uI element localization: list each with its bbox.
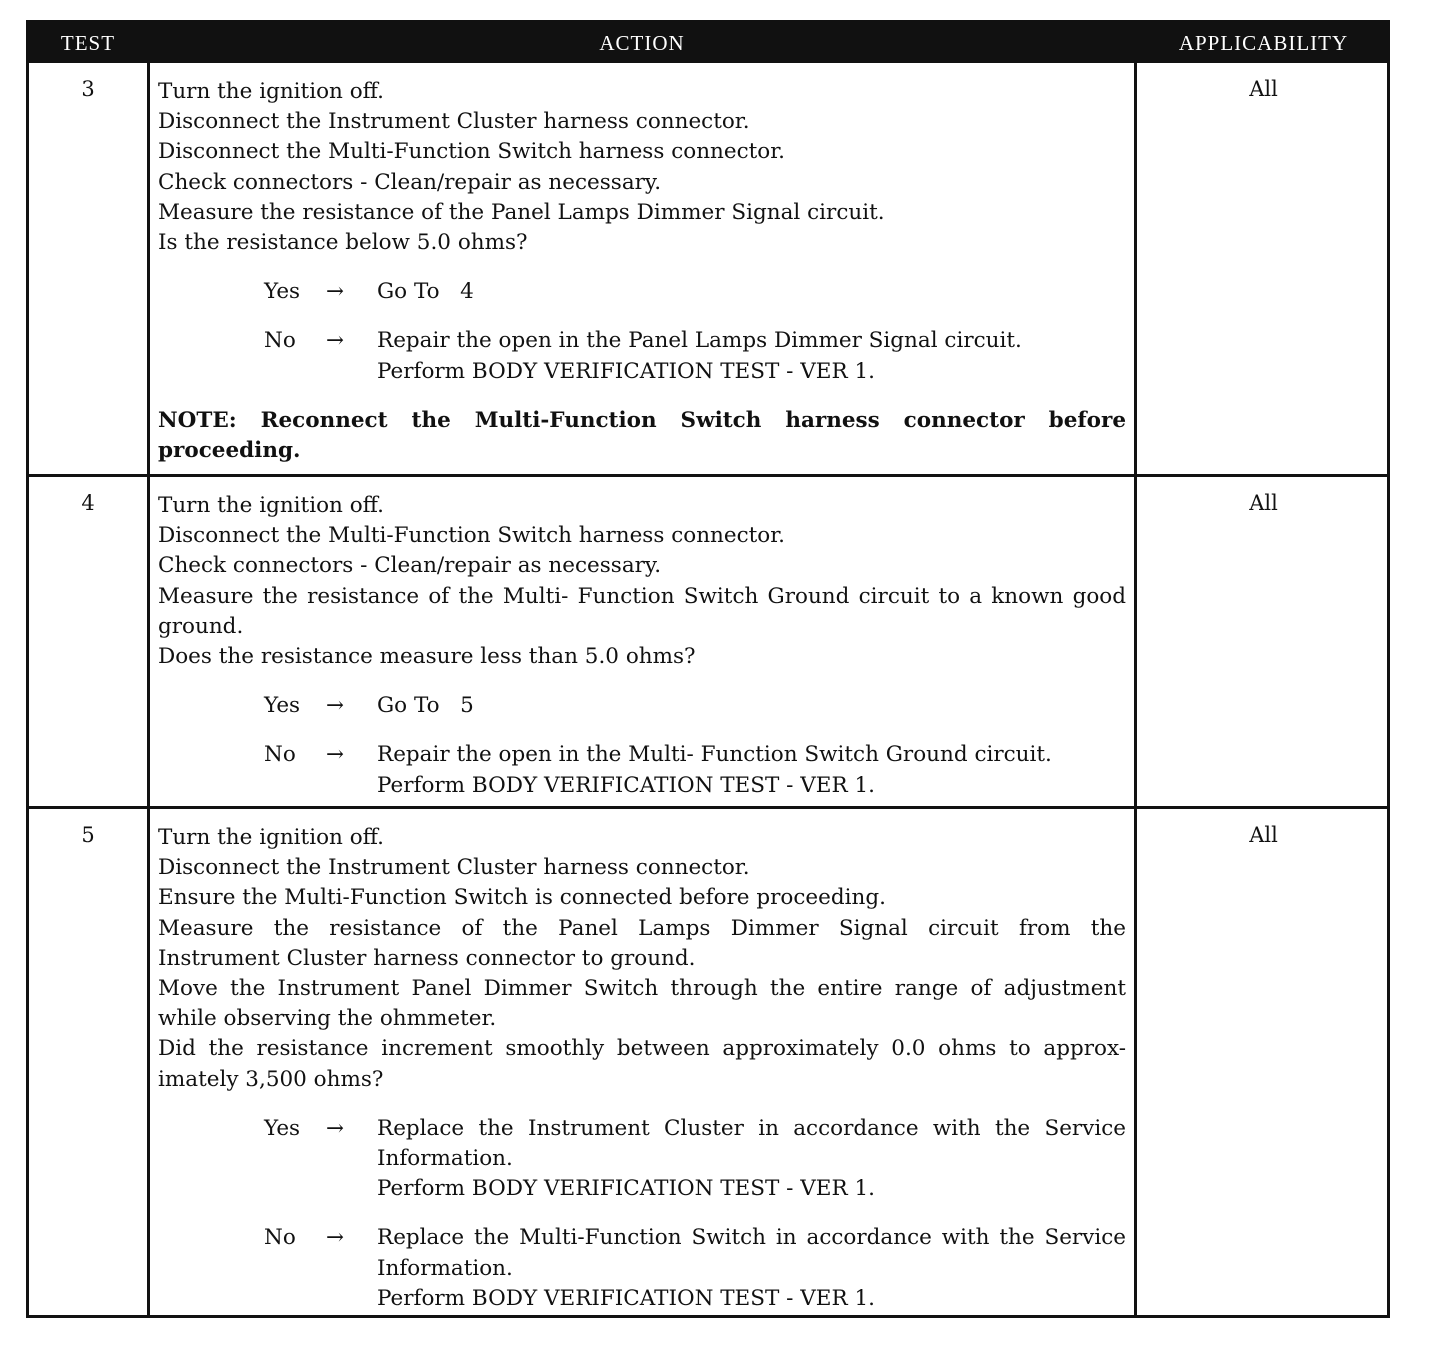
action-line: Measure the resistance of the Panel Lamps Dimmer Signal circuit from the bbox=[158, 915, 1126, 941]
no-label: No bbox=[264, 742, 296, 768]
action-line: imately 3,500 ohms? bbox=[158, 1066, 384, 1092]
action-line: Ensure the Multi-Function Switch is connected before proceeding. bbox=[158, 885, 886, 911]
action-line: Disconnect the Multi-Function Switch harness connector. bbox=[158, 523, 785, 549]
action-line: Measure the resistance of the Multi- Function Switch Ground circuit to a known good bbox=[158, 583, 1126, 609]
applicability-value: All bbox=[1249, 77, 1278, 101]
arrow-right-icon: → bbox=[326, 279, 345, 305]
table-row bbox=[29, 63, 1387, 474]
no-text: Perform BODY VERIFICATION TEST - VER 1. bbox=[377, 1285, 876, 1311]
action-line: Disconnect the Multi-Function Switch harness connector. bbox=[158, 139, 785, 165]
yes-text: Information. bbox=[377, 1146, 513, 1172]
arrow-right-icon: → bbox=[326, 1115, 345, 1141]
test-number: 4 bbox=[81, 491, 95, 515]
no-label: No bbox=[264, 328, 296, 354]
applicability-value: All bbox=[1249, 491, 1278, 515]
yes-branch bbox=[158, 1114, 1126, 1205]
yes-text: Go To 5 bbox=[377, 693, 474, 719]
action-line: Disconnect the Instrument Cluster harness connector. bbox=[158, 855, 750, 881]
action-line: Did the resistance increment smoothly between approximately 0.0 ohms to approx- bbox=[158, 1036, 1126, 1062]
action-cell bbox=[150, 477, 1134, 801]
action-line: Disconnect the Instrument Cluster harness connector. bbox=[158, 109, 750, 135]
no-branch bbox=[158, 1223, 1126, 1314]
action-line: Instrument Cluster harness connector to ground. bbox=[158, 945, 696, 971]
header-applicability: APPLICABILITY bbox=[1178, 31, 1349, 55]
action-line: Turn the ignition off. bbox=[158, 493, 384, 518]
note-line: proceeding. bbox=[158, 438, 301, 464]
applicability-value: All bbox=[1249, 823, 1278, 847]
yes-text: Replace the Instrument Cluster in accordance with the Service bbox=[377, 1115, 1126, 1141]
no-label: No bbox=[264, 1225, 296, 1251]
action-line: Check connectors - Clean/repair as necessary. bbox=[158, 553, 662, 579]
test-number: 3 bbox=[81, 77, 95, 101]
note bbox=[158, 406, 1126, 466]
header-action: ACTION bbox=[599, 31, 685, 55]
action-line: Turn the ignition off. bbox=[158, 825, 384, 850]
action-line: Check connectors - Clean/repair as necessary. bbox=[158, 169, 662, 195]
table-header bbox=[29, 23, 1387, 63]
arrow-right-icon: → bbox=[326, 328, 345, 354]
action-line: Does the resistance measure less than 5.0 ohms? bbox=[158, 644, 696, 670]
no-branch bbox=[158, 740, 1126, 800]
test-number: 5 bbox=[81, 823, 95, 847]
no-text: Information. bbox=[377, 1255, 513, 1281]
no-branch bbox=[158, 326, 1126, 386]
table-row bbox=[29, 806, 1387, 1318]
note-line: NOTE: Reconnect the Multi-Function Switch harness connector before bbox=[158, 407, 1126, 433]
table-row bbox=[29, 474, 1387, 806]
yes-label: Yes bbox=[264, 1115, 301, 1141]
no-text: Perform BODY VERIFICATION TEST - VER 1. bbox=[377, 772, 876, 798]
header-test: TEST bbox=[60, 31, 116, 55]
action-line: while observing the ohmmeter. bbox=[158, 1006, 497, 1032]
action-line: ground. bbox=[158, 613, 244, 639]
yes-branch bbox=[158, 691, 1126, 721]
no-text: Perform BODY VERIFICATION TEST - VER 1. bbox=[377, 358, 876, 384]
action-cell bbox=[150, 809, 1134, 1314]
action-line: Move the Instrument Panel Dimmer Switch through the entire range of adjustment bbox=[158, 976, 1126, 1002]
yes-label: Yes bbox=[264, 279, 301, 305]
yes-text: Perform BODY VERIFICATION TEST - VER 1. bbox=[377, 1176, 876, 1202]
arrow-right-icon: → bbox=[326, 693, 345, 719]
no-text: Replace the Multi-Function Switch in accordance with the Service bbox=[377, 1225, 1126, 1251]
yes-text: Go To 4 bbox=[377, 279, 474, 305]
diagnostic-table bbox=[26, 20, 1390, 1318]
no-text: Repair the open in the Multi- Function Switch Ground circuit. bbox=[377, 742, 1052, 768]
action-line: Measure the resistance of the Panel Lamps Dimmer Signal circuit. bbox=[158, 199, 885, 225]
no-text: Repair the open in the Panel Lamps Dimmer Signal circuit. bbox=[377, 328, 1022, 354]
arrow-right-icon: → bbox=[326, 1225, 345, 1251]
arrow-right-icon: → bbox=[326, 742, 345, 768]
yes-label: Yes bbox=[264, 693, 301, 719]
action-cell bbox=[150, 63, 1134, 466]
action-line: Turn the ignition off. bbox=[158, 79, 384, 104]
action-line: Is the resistance below 5.0 ohms? bbox=[158, 230, 528, 256]
yes-branch bbox=[158, 277, 1126, 307]
